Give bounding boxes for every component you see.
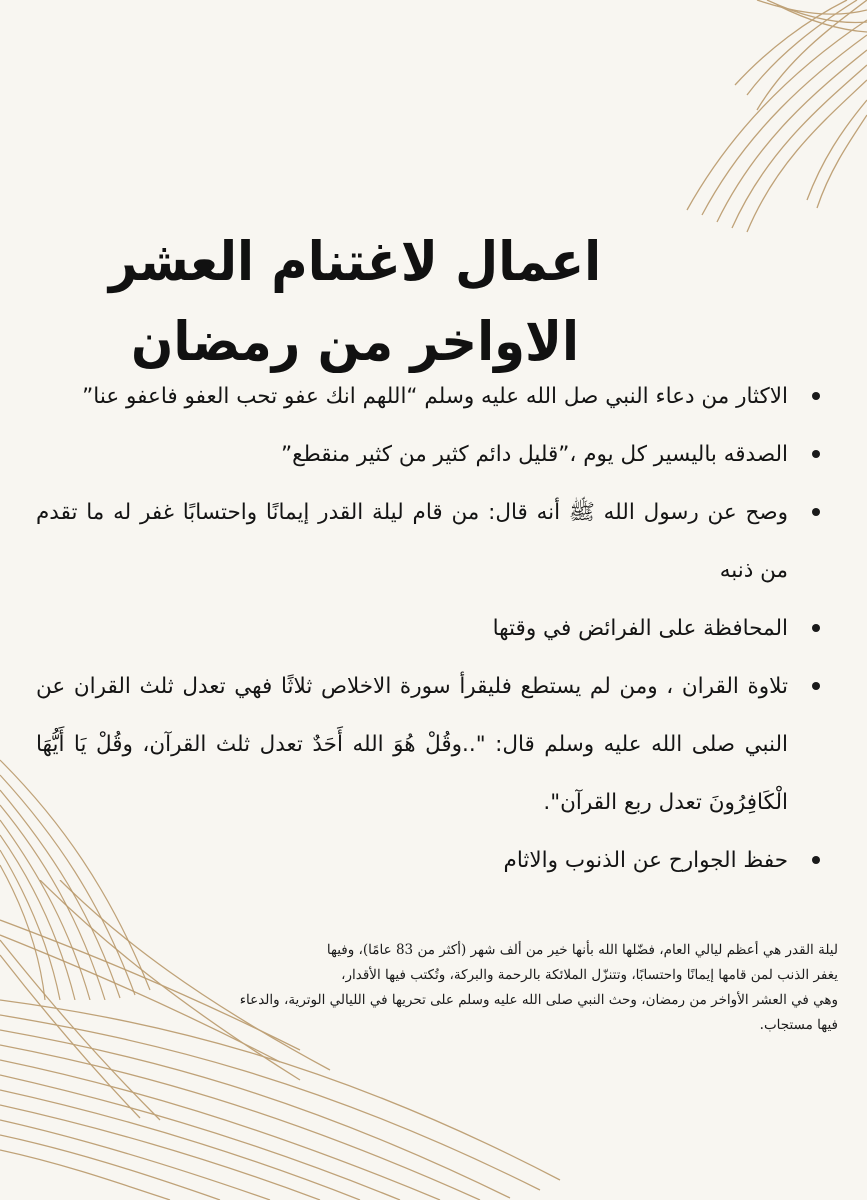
note-line: وهي في العشر الأواخر من رمضان، وحث النبي صلى الله عليه وسلم على تحريها في الليالي الوترية، والدعاء فيها مستجاب. xyxy=(239,992,838,1033)
decorative-lines-top-right xyxy=(567,0,867,240)
list-item-text: الصدقه باليسير كل يوم ،”قليل دائم كثير من كثير منقطع” xyxy=(280,442,788,467)
page-title: اعمال لاغتنام العشر الاواخر من رمضان xyxy=(108,230,602,373)
bullet-icon xyxy=(812,856,820,864)
list-item xyxy=(36,368,822,426)
note-line: ليلة القدر هي أعظم ليالي العام، فضّلها الله بأنها خير من ألف شهر (أكثر من 83 عامًا)، وفيها xyxy=(326,942,838,958)
list-item-text: تلاوة القران ، ومن لم يستطع فليقرأ سورة الاخلاص ثلاثًا فهي تعدل ثلث القران عن النبي صلى الله عليه وسلم قال: "..وقُلْ هُوَ الله أَحَدٌ تعدل ثلث القرآن، وقُلْ يَا أَيُّهَا الْكَافِرُونَ تعدل ربع القرآن". xyxy=(36,674,788,815)
note-line: يغفر الذنب لمن قامها إيمانًا واحتسابًا، وتتنزّل الملائكة بالرحمة والبركة، وتُكتب فيها الأقدار، xyxy=(341,967,838,983)
bullet-icon xyxy=(812,682,820,690)
list-item-text: حفظ الجوارح عن الذنوب والاثام xyxy=(503,848,788,873)
list-item xyxy=(36,832,822,890)
bullet-icon xyxy=(812,508,820,516)
list-item-text: المحافظة على الفرائض في وقتها xyxy=(492,616,788,641)
tips-list xyxy=(36,368,822,890)
list-item xyxy=(36,600,822,658)
list-item xyxy=(36,426,822,484)
bullet-icon xyxy=(812,392,820,400)
bullet-icon xyxy=(812,450,820,458)
list-item xyxy=(36,658,822,832)
list-item-text: وصح عن رسول الله ﷺ أنه قال: من قام ليلة القدر إيمانًا واحتسابًا غفر له ما تقدم من ذنبه xyxy=(36,500,788,583)
laylat-al-qadr-note xyxy=(228,938,838,1038)
list-item-text: الاكثار من دعاء النبي صل الله عليه وسلم “اللهم انك عفو تحب العفو فاعفو عنا” xyxy=(82,384,788,409)
decorative-lines-bottom-left xyxy=(0,880,620,1200)
bullet-icon xyxy=(812,624,820,632)
list-item xyxy=(36,484,822,600)
